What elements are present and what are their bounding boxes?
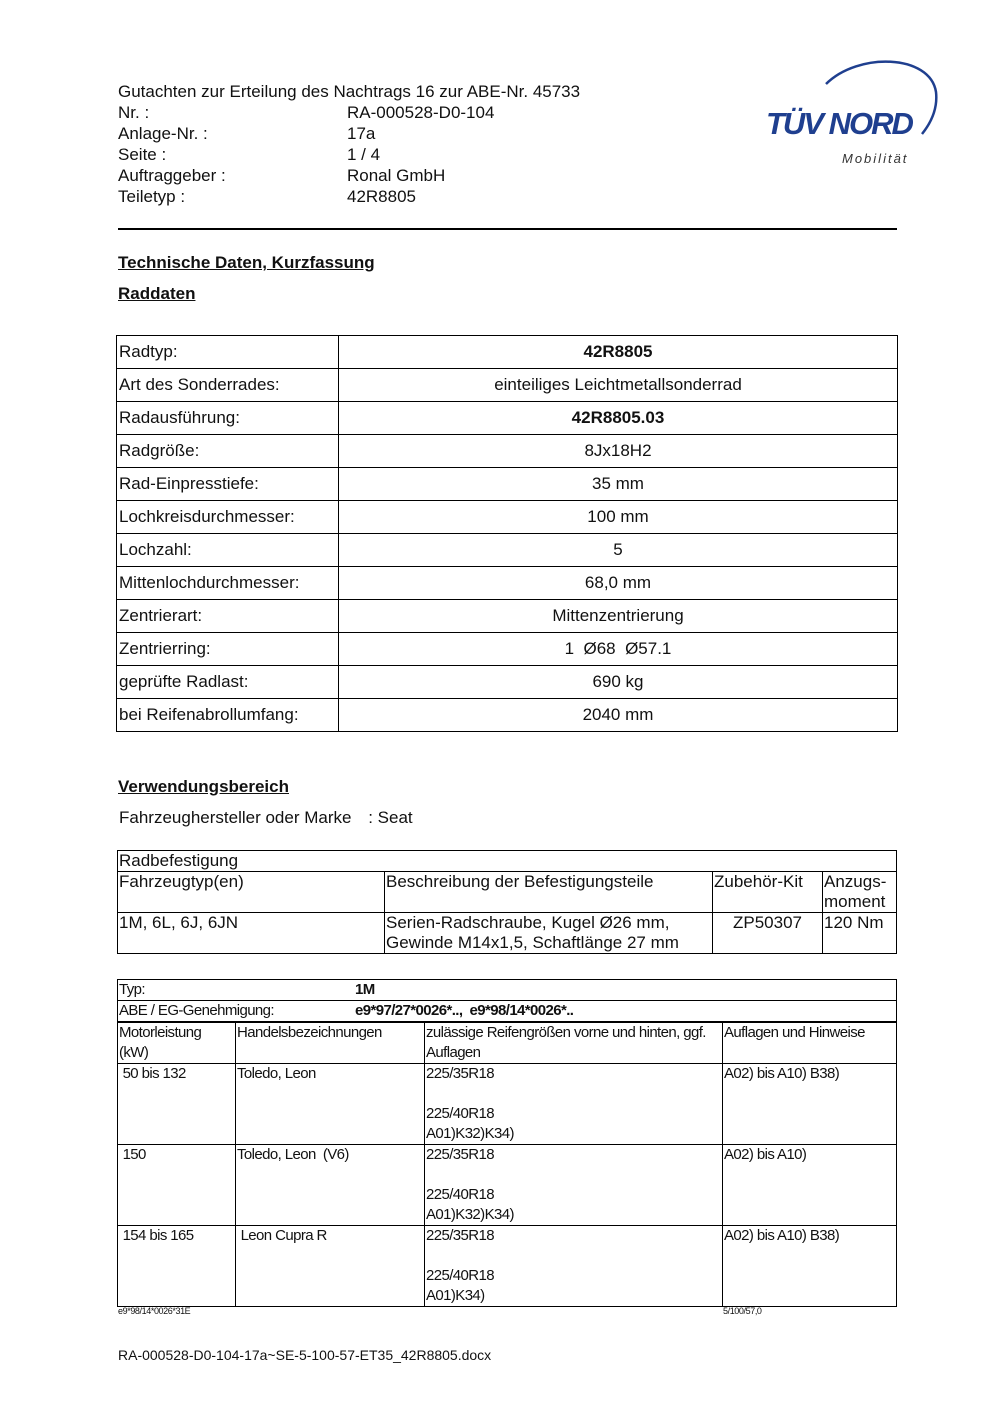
tyre-size: 225/40R18 bbox=[426, 1186, 494, 1203]
row-value: 2040 mm bbox=[339, 699, 898, 732]
header-row-seite bbox=[118, 144, 618, 165]
row-label: Radgröße: bbox=[117, 435, 339, 468]
name-cell: Toledo, Leon (V6) bbox=[236, 1145, 425, 1226]
abe-label: ABE / EG-Genehmigung: bbox=[119, 1002, 274, 1019]
table-row bbox=[117, 633, 898, 666]
column-header: Auflagen und Hinweise bbox=[723, 1022, 897, 1064]
row-value: Mittenzentrierung bbox=[339, 600, 898, 633]
typ-label: Typ: bbox=[119, 981, 145, 998]
row-value: einteiliges Leichtmetallsonderrad bbox=[339, 369, 898, 402]
column-header: Fahrzeugtyp(en) bbox=[118, 872, 385, 913]
vehicle-types: 1M, 6L, 6J, 6JN bbox=[118, 913, 385, 954]
row-label: Lochzahl: bbox=[117, 534, 339, 567]
table-row bbox=[117, 534, 898, 567]
row-label: Zentrierart: bbox=[117, 600, 339, 633]
row-value: 690 kg bbox=[339, 666, 898, 699]
kw-cell: 154 bis 165 bbox=[118, 1226, 236, 1307]
accessory-kit: ZP50307 bbox=[713, 913, 823, 954]
header-fields bbox=[118, 102, 618, 207]
row-label: Zentrierring: bbox=[117, 633, 339, 666]
table-row bbox=[117, 369, 898, 402]
row-label: geprüfte Radlast: bbox=[117, 666, 339, 699]
header-value: RA-000528-D0-104 bbox=[347, 103, 495, 122]
tyre-cell bbox=[425, 1064, 723, 1145]
row-value: 35 mm bbox=[339, 468, 898, 501]
row-value: 8Jx18H2 bbox=[339, 435, 898, 468]
row-value: 5 bbox=[339, 534, 898, 567]
table-header-row bbox=[118, 1022, 897, 1064]
tyre-size: 225/40R18 bbox=[426, 1267, 494, 1284]
column-header: zulässige Reifengrößen vorne und hinten, ggf. Auflagen bbox=[425, 1022, 723, 1064]
header-value: 1 / 4 bbox=[347, 145, 381, 164]
tyre-size: 225/35R18 bbox=[426, 1065, 494, 1082]
table-row bbox=[117, 501, 898, 534]
tyre-size: 225/40R18 bbox=[426, 1105, 494, 1122]
tyre-cell bbox=[425, 1226, 723, 1307]
column-header: Zubehör-Kit bbox=[713, 872, 823, 913]
row-label: Radausführung: bbox=[117, 402, 339, 435]
manufacturer-value: Seat bbox=[377, 808, 413, 827]
name-cell: Leon Cupra R bbox=[236, 1226, 425, 1307]
table-row bbox=[118, 851, 897, 872]
row-label: Art des Sonderrades: bbox=[117, 369, 339, 402]
header-label: Teiletyp : bbox=[118, 187, 186, 206]
column-header: Anzugs-moment bbox=[823, 872, 897, 913]
header-row-nr bbox=[118, 102, 618, 123]
row-value: 1 Ø68 Ø57.1 bbox=[339, 633, 898, 666]
section-title-raddaten: Raddaten bbox=[118, 284, 196, 303]
header-value: 17a bbox=[347, 124, 376, 143]
table-row bbox=[117, 699, 898, 732]
table-row bbox=[118, 1226, 897, 1307]
section-title-verwendung: Verwendungsbereich bbox=[118, 777, 289, 796]
raddaten-table bbox=[116, 335, 898, 732]
tuv-nord-logo: TÜV NORD bbox=[766, 106, 912, 141]
table-row bbox=[117, 567, 898, 600]
header-value: 42R8805 bbox=[347, 187, 417, 206]
abe-line bbox=[118, 1001, 897, 1023]
row-label: Mittenlochdurchmesser: bbox=[117, 567, 339, 600]
header-label: Seite : bbox=[118, 145, 167, 164]
column-header: Beschreibung der Befestigungsteile bbox=[385, 872, 713, 913]
fastening-description: Serien-Radschraube, Kugel Ø26 mm, Gewinde M14x1,5, Schaftlänge 27 mm bbox=[385, 913, 713, 954]
logo-subtitle: Mobilität bbox=[842, 151, 909, 166]
table-row bbox=[117, 600, 898, 633]
header-row-teiletyp bbox=[118, 186, 618, 207]
table-row bbox=[118, 1001, 897, 1023]
typ-value: 1M bbox=[355, 981, 375, 998]
manufacturer-sep: : bbox=[368, 808, 373, 827]
manufacturer-line bbox=[119, 808, 413, 828]
tyre-size: 225/35R18 bbox=[426, 1227, 494, 1244]
header-label: Nr. : bbox=[118, 103, 150, 122]
row-value: 42R8805 bbox=[339, 336, 898, 369]
table-row bbox=[117, 666, 898, 699]
table-footnote-left: e9*98/14*0026*31E bbox=[118, 1306, 191, 1316]
table-footnote-right: 5/100/57,0 bbox=[723, 1306, 762, 1316]
row-value: 100 mm bbox=[339, 501, 898, 534]
kw-cell: 50 bis 132 bbox=[118, 1064, 236, 1145]
header-row-auftraggeber bbox=[118, 165, 618, 186]
table-row bbox=[118, 913, 897, 954]
befestigung-title: Radbefestigung bbox=[118, 851, 897, 872]
table-row bbox=[117, 336, 898, 369]
tyre-conditions: A01)K32)K34) bbox=[426, 1206, 514, 1223]
table-row bbox=[118, 980, 897, 1001]
name-cell: Toledo, Leon bbox=[236, 1064, 425, 1145]
table-row bbox=[117, 402, 898, 435]
typ-table bbox=[117, 979, 897, 1307]
row-label: Lochkreisdurchmesser: bbox=[117, 501, 339, 534]
header-row-anlage bbox=[118, 123, 618, 144]
row-value: 68,0 mm bbox=[339, 567, 898, 600]
tyre-size: 225/35R18 bbox=[426, 1146, 494, 1163]
footer-filename: RA-000528-D0-104-17a~SE-5-100-57-ET35_42R8805.docx bbox=[118, 1347, 492, 1363]
notes-cell: A02) bis A10) B38) bbox=[723, 1226, 897, 1307]
header-label: Auftraggeber : bbox=[118, 166, 226, 185]
row-label: Radtyp: bbox=[117, 336, 339, 369]
header-value: Ronal GmbH bbox=[347, 166, 446, 185]
tyre-conditions: A01)K32)K34) bbox=[426, 1125, 514, 1142]
kw-cell: 150 bbox=[118, 1145, 236, 1226]
row-value: 42R8805.03 bbox=[339, 402, 898, 435]
befestigung-table bbox=[117, 850, 897, 954]
table-header-row bbox=[118, 872, 897, 913]
notes-cell: A02) bis A10) B38) bbox=[723, 1064, 897, 1145]
header-label: Anlage-Nr. : bbox=[118, 124, 208, 143]
tyre-cell bbox=[425, 1145, 723, 1226]
manufacturer-label: Fahrzeughersteller oder Marke bbox=[119, 808, 352, 827]
tyre-conditions: A01)K34) bbox=[426, 1287, 485, 1304]
header-divider bbox=[118, 228, 897, 230]
typ-line bbox=[118, 980, 897, 1001]
document-title: Gutachten zur Erteilung des Nachtrags 16 zur ABE-Nr. 45733 bbox=[118, 82, 581, 101]
table-row bbox=[117, 435, 898, 468]
table-row bbox=[117, 468, 898, 501]
table-row bbox=[118, 1064, 897, 1145]
torque: 120 Nm bbox=[823, 913, 897, 954]
abe-value: e9*97/27*0026*.., e9*98/14*0026*.. bbox=[355, 1002, 574, 1019]
row-label: Rad-Einpresstiefe: bbox=[117, 468, 339, 501]
column-header: Handelsbezeichnungen bbox=[236, 1022, 425, 1064]
notes-cell: A02) bis A10) bbox=[723, 1145, 897, 1226]
section-title-tech: Technische Daten, Kurzfassung bbox=[118, 253, 375, 272]
table-row bbox=[118, 1145, 897, 1226]
column-header: Motorleistung (kW) bbox=[118, 1022, 236, 1064]
row-label: bei Reifenabrollumfang: bbox=[117, 699, 339, 732]
